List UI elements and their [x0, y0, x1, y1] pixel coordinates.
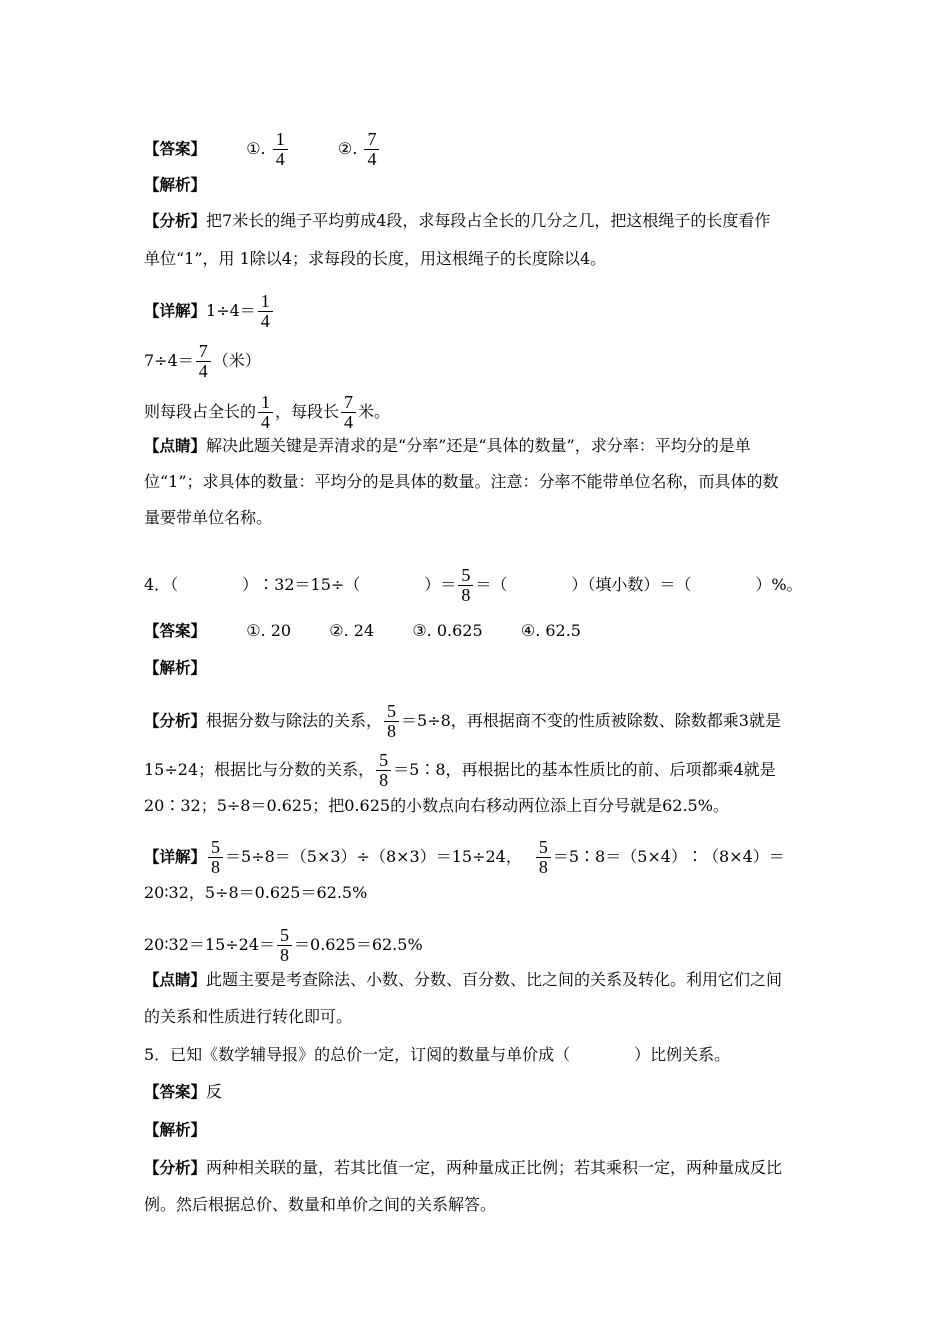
- text: 此题主要是考查除法、小数、分数、百分数、比之间的关系及转化。利用它们之间: [206, 970, 783, 989]
- q5-fenxi-line-1: [144, 1158, 820, 1178]
- analysis-tag: 【解析】: [144, 176, 207, 194]
- expression: 1÷4＝: [206, 301, 256, 320]
- q4-detail-line-1: [144, 838, 820, 877]
- fraction: $\frac{7}{4}$: [196, 342, 211, 381]
- q4-stem: [144, 566, 820, 605]
- text: ＝5∶8＝（5×4）∶（8×4）＝: [552, 847, 785, 866]
- text: ＝（ ）（填小数）＝（ ）%。: [475, 575, 803, 594]
- fraction: $\frac{1}{4}$: [258, 292, 273, 331]
- fraction: $\frac{5}{8}$: [536, 838, 551, 877]
- fraction: $\frac{5}{8}$: [208, 838, 223, 877]
- expression: 7÷4＝: [144, 351, 194, 370]
- text: ＝0.625＝62.5%: [294, 935, 423, 954]
- answer-tag: 【答案】: [144, 140, 207, 158]
- answer-item: ①. 20: [246, 621, 292, 640]
- text: 15÷24；根据比与分数的关系，: [144, 760, 375, 779]
- answer-mark: ②.: [337, 139, 358, 158]
- q4-answer-line: [144, 621, 820, 641]
- answer-tag: 【答案】: [144, 622, 207, 640]
- fraction: $\frac{1}{4}$: [258, 393, 273, 432]
- q3-fenxi-line-1: [144, 211, 820, 231]
- text: ＝5∶8，再根据比的基本性质比的前、后项都乘4就是: [393, 760, 776, 779]
- comment-tag: 【点睛】: [144, 437, 207, 455]
- fraction: $\frac{5}{8}$: [384, 702, 399, 741]
- text: 两种相关联的量，若其比值一定，两种量成正比例；若其乘积一定，两种量成反比: [206, 1158, 783, 1177]
- answer-tag: 【答案】: [144, 1083, 207, 1101]
- q4-fenxi-line-2: [144, 751, 820, 790]
- answer-item: ②. 24: [329, 621, 375, 640]
- text: ＝5÷8，再根据商不变的性质被除数、除数都乘3就是: [401, 711, 781, 730]
- analysis-tag: 【解析】: [144, 1121, 207, 1139]
- fenxi-tag: 【分析】: [144, 1159, 207, 1177]
- q3-detail-line-1: [144, 292, 820, 331]
- text: 米。: [358, 402, 391, 421]
- q3-comment-line-3: 量要带单位名称。: [144, 508, 273, 527]
- fraction: $\frac{5}{8}$: [458, 566, 473, 605]
- answer-item: 反: [206, 1082, 223, 1101]
- q3-detail-line-2: [144, 342, 820, 381]
- q4-comment-line-1: [144, 970, 820, 990]
- fenxi-tag: 【分析】: [144, 212, 207, 230]
- analysis-tag: 【解析】: [144, 659, 207, 677]
- q4-fenxi-line-1: [144, 702, 820, 741]
- text: 解决此题关键是弄清求的是“分率”还是“具体的数量”，求分率：平均分的是单: [206, 436, 751, 455]
- q3-fenxi-line-2: 单位“1”，用 1除以4；求每段的长度，用这根绳子的长度除以4。: [144, 249, 607, 268]
- text: ，每段长: [275, 402, 340, 421]
- q5-answer-line: [144, 1082, 820, 1102]
- answer-mark: ①.: [246, 139, 266, 158]
- q4-fenxi-line-3: 20∶32；5÷8＝0.625；把0.625的小数点向右移动两位添上百分号就是62.5%。: [144, 796, 729, 815]
- answer-item: ③. 0.625: [412, 621, 483, 640]
- q3-comment-line-1: [144, 436, 820, 456]
- comment-tag: 【点睛】: [144, 971, 207, 989]
- detail-tag: 【详解】: [144, 302, 207, 320]
- q3-detail-line-3: [144, 393, 820, 432]
- fraction: $\frac{7}{4}$: [364, 130, 379, 169]
- answer-item: ④. 62.5: [520, 621, 581, 640]
- text: 4．（ ）∶32＝15÷（ ）＝: [144, 575, 457, 594]
- text: 20∶32＝15÷24＝: [144, 935, 276, 954]
- q4-comment-line-2: 的关系和性质进行转化即可。: [144, 1007, 353, 1026]
- q4-detail-line-2: 20∶32，5÷8＝0.625＝62.5%: [144, 883, 368, 902]
- q5-fenxi-line-2: 例。然后根据总价、数量和单价之间的关系解答。: [144, 1195, 497, 1214]
- unit: （米）: [212, 351, 261, 370]
- fraction: $\frac{5}{8}$: [376, 751, 391, 790]
- fraction: $\frac{7}{4}$: [341, 393, 356, 432]
- detail-tag: 【详解】: [144, 848, 207, 866]
- q3-answer-line: [144, 130, 820, 169]
- fenxi-tag: 【分析】: [144, 712, 207, 730]
- text: 根据分数与除法的关系，: [206, 711, 383, 730]
- q4-detail-line-3: [144, 926, 820, 965]
- text: 则每段占全长的: [144, 402, 257, 421]
- text: 把7米长的绳子平均剪成4段，求每段占全长的几分之几，把这根绳子的长度看作: [206, 211, 771, 230]
- q5-stem: 5．已知《数学辅导报》的总价一定，订阅的数量与单价成（ ）比例关系。: [144, 1045, 731, 1064]
- fraction: $\frac{1}{4}$: [273, 130, 288, 169]
- q3-comment-line-2: 位“1”；求具体的数量：平均分的是具体的数量。注意：分率不能带单位名称，而具体的数: [144, 472, 779, 491]
- fraction: $\frac{5}{8}$: [277, 926, 292, 965]
- text: ＝5÷8＝（5×3）÷（8×3）＝15÷24，: [225, 847, 522, 866]
